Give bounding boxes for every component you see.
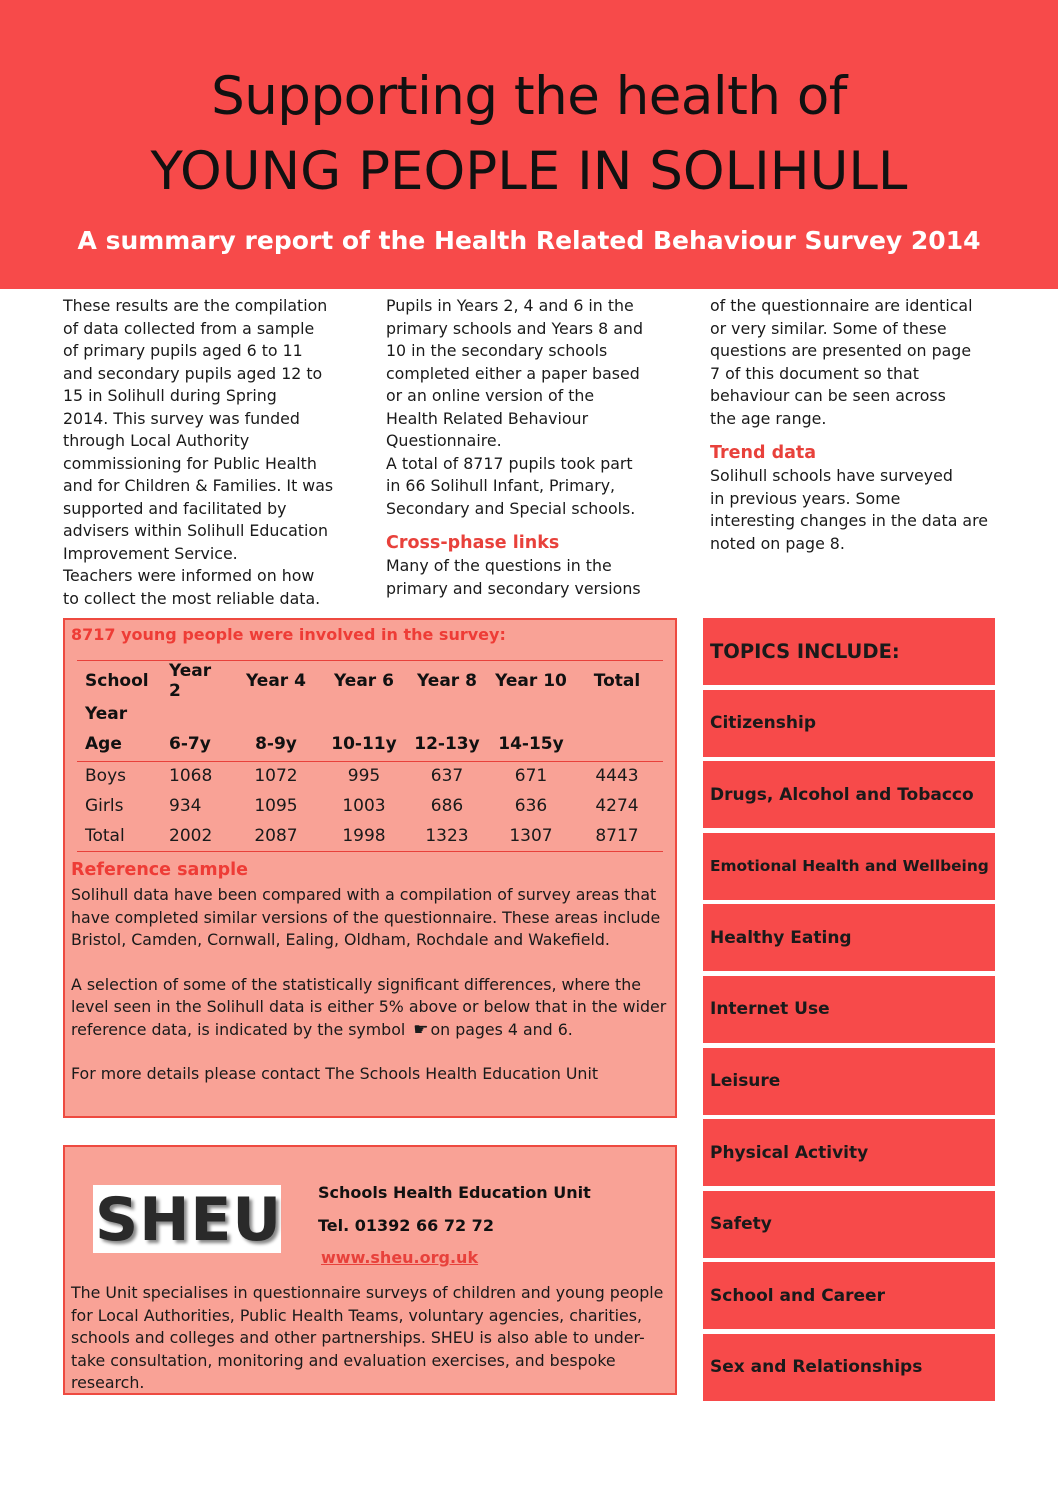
- table-cell: 1998: [325, 821, 403, 851]
- sheu-contact-box: [63, 1145, 677, 1395]
- topics-heading: TOPICS INCLUDE:: [703, 618, 995, 687]
- page-title-line2: YOUNG PEOPLE IN SOLIHULL: [150, 141, 908, 202]
- topic-item: Leisure: [703, 1048, 995, 1117]
- intro-column-2: [386, 295, 686, 600]
- trend-data-text: Solihull schools have surveyed in previous years. Some interesting changes in the data are noted on page 8.: [710, 466, 988, 553]
- page-subtitle: A summary report of the Health Related Behaviour Survey 2014: [77, 226, 981, 255]
- table-cell: 995: [347, 766, 381, 787]
- header-cell: Year: [85, 704, 128, 724]
- reference-paragraph-2: [71, 974, 675, 1042]
- header-cell: 14-15y: [491, 727, 571, 761]
- table-row: [77, 821, 663, 851]
- table-header-row: [77, 701, 663, 727]
- reference-sample-text: [71, 884, 675, 1108]
- topic-item: Safety: [703, 1191, 995, 1260]
- reference-paragraph-1: Solihull data have been compared with a compilation of survey areas that have completed similar versions of the questionnaire. These areas include Bristol, Camden, Cornwall, Ealing, Oldham, Rochdale and Wakefield.: [71, 885, 661, 949]
- table-cell: 637: [430, 766, 464, 787]
- survey-heading: 8717 young people were involved in the survey:: [71, 625, 506, 644]
- trend-data-heading: Trend data: [710, 443, 817, 463]
- table-cell: Boys: [85, 766, 126, 787]
- header-cell: Total: [571, 661, 663, 702]
- survey-summary-box: [63, 618, 677, 1118]
- reference-paragraph-2-start: A selection of some of the statistically significant differences, where the level seen in the Solihull data is either 5% above or below that in the wider reference data, is indicated by the symbol: [71, 974, 667, 1039]
- table-cell: 934: [169, 796, 202, 816]
- table-cell: 671: [514, 766, 548, 787]
- header-cell: Year 8: [403, 661, 491, 702]
- header-cell: Year 2: [155, 661, 227, 702]
- table-cell: 1068: [169, 766, 213, 787]
- header-cell: Age: [77, 727, 155, 761]
- page-title-line1: Supporting the health of: [211, 66, 847, 127]
- cross-phase-text: Many of the questions in the primary and secondary versions: [386, 556, 641, 598]
- table-cell: 1307: [491, 821, 571, 851]
- topic-item: Sex and Relationships: [703, 1334, 995, 1403]
- header-cell: 6-7y: [155, 727, 227, 761]
- table-cell: 8717: [571, 821, 663, 851]
- reference-paragraph-3: For more details please contact The Schools Health Education Unit: [71, 1064, 599, 1083]
- topic-item: Healthy Eating: [703, 904, 995, 973]
- topic-item: Internet Use: [703, 976, 995, 1045]
- table-cell: 4443: [595, 766, 639, 787]
- intro-text-3: of the questionnaire are identical or very similar. Some of these questions are presented on page 7 of this document so that behaviour can be seen across the age range.: [710, 296, 973, 428]
- topic-item: School and Career: [703, 1262, 995, 1331]
- table-cell: 636: [514, 796, 548, 816]
- table-cell: 2087: [227, 821, 325, 851]
- header-cell: School: [77, 661, 155, 702]
- topic-item: Drugs, Alcohol and Tobacco: [703, 761, 995, 830]
- intro-text-1: These results are the compilation of data collected from a sample of primary pupils aged 6 to 11 and secondary pupils aged 12 to 15 in Solihull during Spring 2014. This survey was funded through Local Authority commissioning for Public Health and for Children & Families. It was supported and facilitated by advisers within Solihull Education Improvement Service. Teachers were informed on how to collect the most reliable data.: [63, 296, 334, 608]
- header-cell: 8-9y: [227, 727, 325, 761]
- header-cell: Year 4: [227, 661, 325, 702]
- header-cell: 10-11y: [325, 727, 403, 761]
- sheu-website-link[interactable]: www.sheu.org.uk: [321, 1248, 479, 1267]
- table-row: [77, 791, 663, 821]
- pointing-hand-icon: ☛: [413, 1019, 429, 1040]
- table-cell: 1072: [254, 766, 298, 787]
- header-cell: Year 10: [491, 661, 571, 702]
- table-cell: Total: [77, 821, 155, 851]
- table-row: [77, 761, 663, 791]
- header-cell: 12-13y: [403, 727, 491, 761]
- header-cell: Year 6: [325, 661, 403, 702]
- table-cell: 1003: [342, 796, 386, 816]
- table-cell: 4274: [595, 796, 639, 816]
- table-cell: 2002: [155, 821, 227, 851]
- topic-item: Physical Activity: [703, 1119, 995, 1188]
- sheu-logo: SHEU: [95, 1185, 283, 1255]
- intro-column-3: [710, 295, 1010, 555]
- survey-table: [77, 660, 663, 852]
- topics-list: [703, 618, 995, 1406]
- table-cell: 686: [430, 796, 464, 816]
- table-header-row: [77, 661, 663, 702]
- cross-phase-heading: Cross-phase links: [386, 533, 560, 553]
- table-cell: 1323: [403, 821, 491, 851]
- sheu-description: The Unit specialises in questionnaire surveys of children and young people for Local Authorities, Public Health Teams, voluntary agencies, charities, schools and colleges and other partnerships. SHEU is also able to under- take consultation, monitoring and evaluation exercises, and bespoke research.: [71, 1283, 664, 1392]
- intro-text-2: Pupils in Years 2, 4 and 6 in the primary schools and Years 8 and 10 in the secondary schools completed either a paper based or an online version of the Health Related Behaviour Questionnaire. A total of 8717 pupils took part in 66 Solihull Infant, Primary, Secondary and Special schools.: [386, 296, 643, 518]
- header-cell: [571, 727, 663, 761]
- table-header-row: [77, 727, 663, 761]
- sheu-name: Schools Health Education Unit: [318, 1183, 591, 1202]
- sheu-telephone: Tel. 01392 66 72 72: [318, 1216, 494, 1235]
- intro-column-1: [63, 295, 363, 610]
- table-cell: 1095: [254, 796, 298, 816]
- reference-sample-heading: Reference sample: [71, 860, 248, 880]
- topic-item: Emotional Health and Wellbeing: [703, 833, 995, 902]
- reference-paragraph-2-end: on pages 4 and 6.: [430, 1019, 573, 1039]
- topic-item: Citizenship: [703, 690, 995, 759]
- table-cell: Girls: [85, 796, 124, 816]
